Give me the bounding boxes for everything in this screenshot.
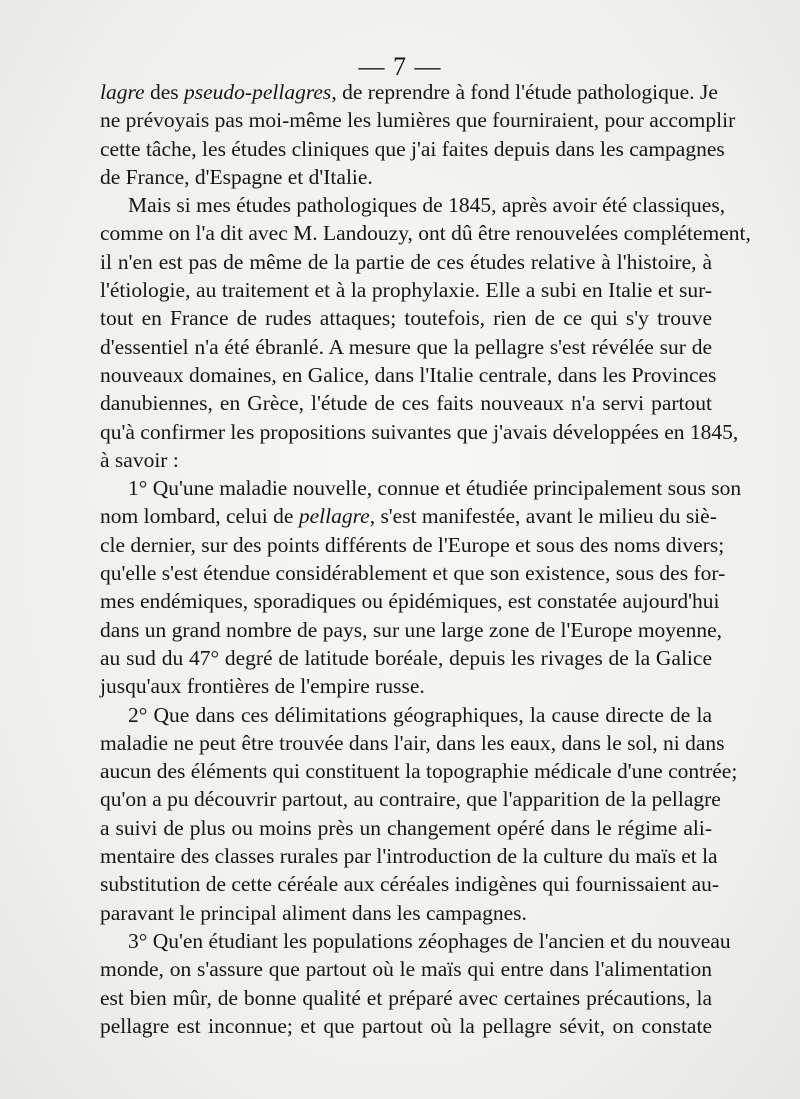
text-run: de France, d'Espagne et d'Italie. [100,164,373,189]
text-line [100,418,739,446]
page-number: — 7 — [358,52,442,81]
text-line [100,559,726,587]
text-run: , s'est manifestée, avant le milieu du siè- [369,504,717,529]
text-line [100,644,712,672]
text-run: au sud du 47° degré de latitude boréale, depuis les rivages de la Galice [100,645,712,670]
text-run: nom lombard, celui de [100,504,299,529]
text-run: substitution de cette céréale aux céréales indigènes qui fournissaient au- [100,872,720,897]
text-line [100,701,712,729]
text-line [100,814,712,842]
text-line [100,1012,712,1040]
text-line [100,106,736,134]
text-line [100,248,712,276]
text-line [100,955,712,983]
text-line [100,870,720,898]
text-run: l'étiologie, au traitement et à la prophylaxie. Elle a subi en Italie et sur- [100,278,712,303]
text-run: mentaire des classes rurales par l'introduction de la culture du maïs et la [100,844,718,869]
italic-text: pellagre [298,504,370,529]
text-run: comme on l'a dit avec M. Landouzy, ont dû être renouvelées complétement, [100,221,751,246]
text-line [100,276,712,304]
text-line [100,163,712,191]
text-line [100,78,718,106]
text-run: cle dernier, sur des points différents de l'Europe et sous des noms divers; [100,532,725,557]
text-run: à savoir : [100,447,179,472]
text-line [100,531,725,559]
text-run: d'essentiel n'a été ébranlé. A mesure que la pellagre s'est révélée sur de [100,334,712,359]
text-run: des [144,80,185,104]
text-run: dans un grand nombre de pays, sur une large zone de l'Europe moyenne, [100,617,723,642]
text-run: 1° Qu'une maladie nouvelle, connue et étudiée principalement sous son [128,476,742,501]
text-line [100,899,712,927]
text-run: tout en France de rudes attaques; toutefois, rien de ce qui s'y trouve [100,306,712,331]
text-run: nouveaux domaines, en Galice, dans l'Italie centrale, dans les Provinces [100,362,717,387]
text-run: il n'en est pas de même de la partie de ces études relative à l'histoire, à [100,249,712,274]
text-line [100,446,712,474]
text-run: cette tâche, les études cliniques que j'ai faites depuis dans les campagnes [100,136,725,161]
text-run: ne prévoyais pas moi-même les lumières que fourniraient, pour accomplir [100,108,736,133]
text-line [100,616,723,644]
text-line [100,304,712,332]
text-run: monde, on s'assure que partout où le maïs qui entre dans l'alimentation [100,957,712,982]
text-line [100,984,712,1012]
text-run: qu'elle s'est étendue considérablement et que son existence, sous des for- [100,561,726,586]
text-line [100,219,751,247]
text-run: aucun des éléments qui constituent la topographie médicale d'une contrée; [100,759,738,784]
italic-text: pseudo-pellagres [184,80,332,104]
body-text [100,78,751,1040]
text-line [100,361,717,389]
text-run: mes endémiques, sporadiques ou épidémiques, est constatée aujourd'hui [100,589,720,614]
text-run: 3° Qu'en étudiant les populations zéophages de l'ancien et du nouveau [128,928,731,953]
text-run: pellagre est inconnue; et que partout où la pellagre sévit, on constate [100,1013,712,1038]
text-line [100,474,742,502]
text-line [100,389,712,417]
text-run: jusqu'aux frontières de l'empire russe. [100,674,425,699]
text-run: qu'à confirmer les propositions suivantes que j'avais développées en 1845, [100,419,739,444]
text-run: maladie ne peut être trouvée dans l'air, dans les eaux, dans le sol, ni dans [100,730,725,755]
text-run: a suivi de plus ou moins près un changement opéré dans le régime ali- [100,815,712,840]
text-line [100,587,720,615]
text-line [100,729,725,757]
text-run: Mais si mes études pathologiques de 1845, après avoir été classiques, [128,193,726,218]
text-line [100,191,726,219]
text-line [100,333,712,361]
text-run: est bien mûr, de bonne qualité et préparé avec certaines précautions, la [100,985,712,1010]
text-line [100,502,717,530]
text-run: paravant le principal aliment dans les campagnes. [100,900,527,925]
text-line [100,785,721,813]
text-run: , de reprendre à fond l'étude pathologique. Je [331,80,718,104]
text-line [100,842,718,870]
text-line [100,927,731,955]
text-line [100,672,712,700]
text-run: danubiennes, en Grèce, l'étude de ces faits nouveaux n'a servi partout [100,391,712,416]
text-line [100,135,725,163]
text-run: 2° Que dans ces délimitations géographiques, la cause directe de la [128,702,712,727]
text-run: qu'on a pu découvrir partout, au contraire, que l'apparition de la pellagre [100,787,721,812]
text-line [100,757,738,785]
italic-text: lagre [100,80,145,104]
